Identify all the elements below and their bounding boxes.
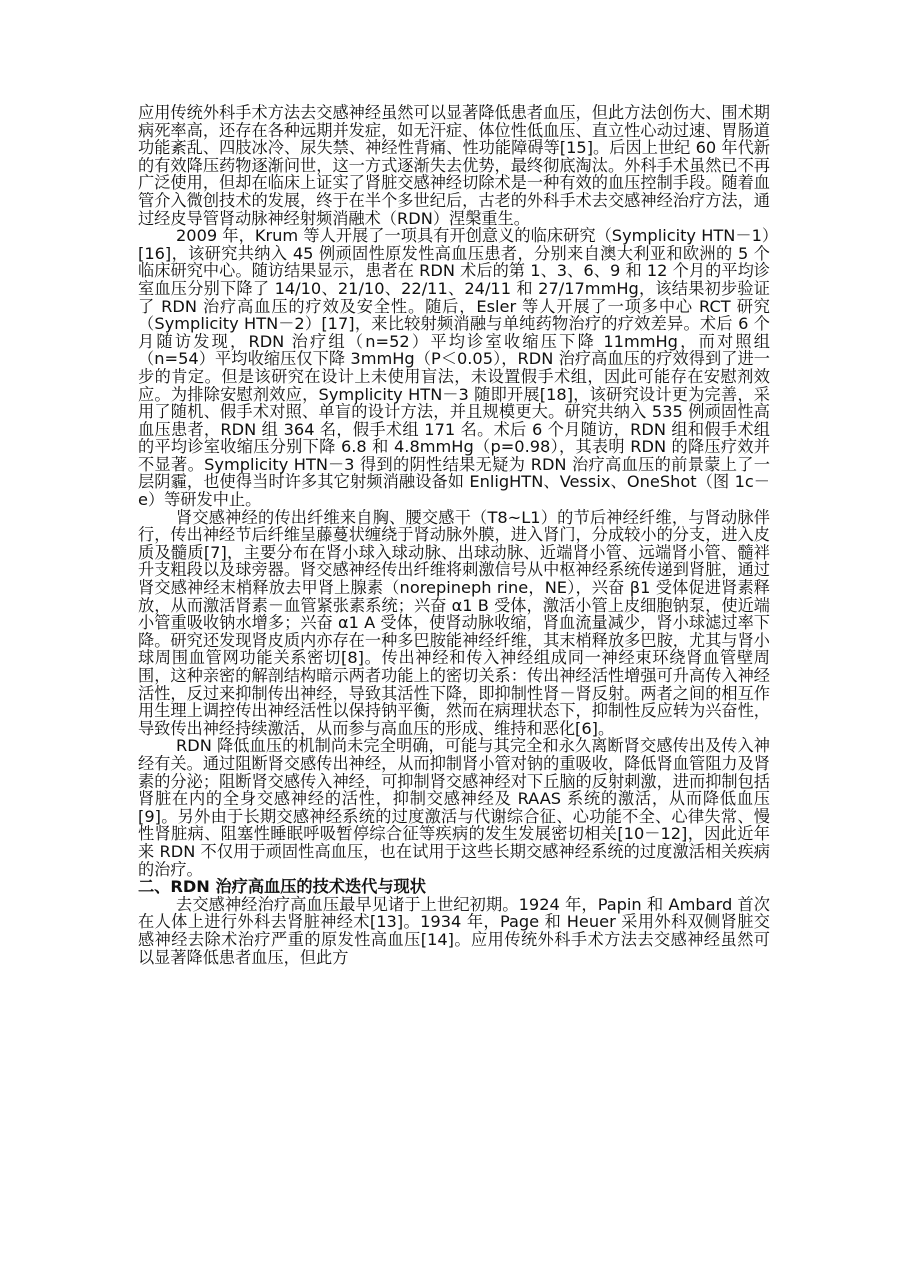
paragraph-symplicity-trials: 2009 年，Krum 等人开展了一项具有开创意义的临床研究（Symplicity HTN－1）[16]，该研究共纳入 45 例顽固性原发性高血压患者，分别来自澳大利亚和欧洲的 5 个临床研究中心。随访结果显示，患者在 RDN 术后的第 1、3、6、9 和 12 个月的平均诊室血压分别下降了 14/10、21/10、22/11、24/11 和 27/17mmHg，该结果初步验证了 RDN 治疗高血压的疗效及安全性。随后，Esler 等人开展了一项多中心 RCT 研究（Symplicity HTN－2）[17]，来比较射频消融与单纯药物治疗的疗效差异。术后 6 个月随访发现，RDN 治疗组（n=52）平均诊室收缩压下降 11mmHg，而对照组（n=54）平均收缩压仅下降 3mmHg（P＜0.05），RDN 治疗高血压的疗效得到了进一步的肯定。但是该研究在设计上未使用盲法，未设置假手术组，因此可能存在安慰剂效应。为排除安慰剂效应，Symplicity HTN－3 随即开展[18]，该研究设计更为完善，采用了随机、假手术对照、单盲的设计方法，并且规模更大。研究共纳入 535 例顽固性高血压患者，RDN 组 364 名，假手术组 171 名。术后 6 个月随访，RDN 组和假手术组的平均诊室收缩压分别下降 6.8 和 4.8mmHg（p=0.98），其表明 RDN 的降压疗效并不显著。Symplicity HTN－3 得到的阴性结果无疑为 RDN 治疗高血压的前景蒙上了一层阴霾，也使得当时许多其它射频消融设备如 EnligHTN、Vessix、OneShot（图 1c－e）等研发中止。: [138, 226, 770, 510]
section-heading: 二、RDN 治疗高血压的技术迭代与现状: [138, 877, 426, 897]
document-body: [138, 104, 770, 966]
paragraph-surgical-history: 应用传统外科手术方法去交感神经虽然可以显著降低患者血压，但此方法创伤大、围术期病死率高，还存在各种远期并发症，如无汗症、体位性低血压、直立性心动过速、胃肠道功能紊乱、四肢冰冷、尿失禁、神经性背痛、性功能障碍等[15]。后因上世纪 60 年代新的有效降压药物逐渐问世，这一方式逐渐失去优势，最终彻底淘汰。外科手术虽然已不再广泛使用，但却在临床上证实了肾脏交感神经切除术是一种有效的血压控制手段。随着血管介入微创技术的发展，终于在半个多世纪后，古老的外科手术去交感神经治疗方法，通过经皮导管肾动脉神经射频消融术（RDN）涅槃重生。: [138, 103, 770, 228]
paragraph-early-denervation: 去交感神经治疗高血压最早见诸于上世纪初期。1924 年，Papin 和 Ambard 首次在人体上进行外科去肾脏神经术[13]。1934 年，Page 和 Heuer 采用外科双侧肾脏交感神经去除术治疗严重的原发性高血压[14]。应用传统外科手术方法去交感神经虽然可以显著降低患者血压，但此方: [138, 894, 770, 967]
paragraph-rdn-mechanism: RDN 降低血压的机制尚未完全明确，可能与其完全和永久离断肾交感传出及传入神经有关。通过阻断肾交感传出神经，从而抑制肾小管对钠的重吸收，降低肾血管阻力及肾素的分泌；阻断肾交感传入神经，可抑制肾交感神经对下丘脑的反射刺激，进而抑制包括肾脏在内的全身交感神经的活性，抑制交感神经及 RAAS 系统的激活，从而降低血压[9]。另外由于长期交感神经系统的过度激活与代谢综合征、心功能不全、心律失常、慢性肾脏病、阻塞性睡眠呼吸暂停综合征等疾病的发生发展密切相关[10－12]，因此近年来 RDN 不仅用于顽固性高血压，也在试用于这些长期交感神经系统的过度激活相关疾病的治疗。: [138, 736, 770, 879]
paragraph-renal-sympathetic-anatomy: 肾交感神经的传出纤维来自胸、腰交感干（T8~L1）的节后神经纤维，与肾动脉伴行，传出神经节后纤维呈藤蔓状缠绕于肾动脉外膜，进入肾门，分成较小的分支，进入皮质及髓质[7]，主要分布在肾小球入球动脉、出球动脉、近端肾小管、远端肾小管、髓袢升支粗段以及球旁器。肾交感神经传出纤维将刺激信号从中枢神经系统传递到肾脏，通过肾交感神经末梢释放去甲肾上腺素（norepineph rine，NE），兴奋 β1 受体促进肾素释放，从而激活肾素－血管紧张素系统；兴奋 α1 B 受体，激活小管上皮细胞钠泵，使近端小管重吸收钠水增多；兴奋 α1 A 受体，使肾动脉收缩，肾血流量减少，肾小球滤过率下降。研究还发现肾皮质内亦存在一种多巴胺能神经纤维，其末梢释放多巴胺，尤其与肾小球周围血管网功能关系密切[8]。传出神经和传入神经组成同一神经束环绕肾血管壁周围，这种亲密的解剖结构暗示两者功能上的密切关系：传出神经活性增强可升高传入神经活性，反过来抑制传出神经，导致其活性下降，即抑制性肾－肾反射。两者之间的相互作用生理上调控传出神经活性以保持钠平衡，然而在病理状态下，抑制性反应转为兴奋性，导致传出神经持续激活，从而参与高血压的形成、维持和恶化[6]。: [138, 507, 770, 738]
